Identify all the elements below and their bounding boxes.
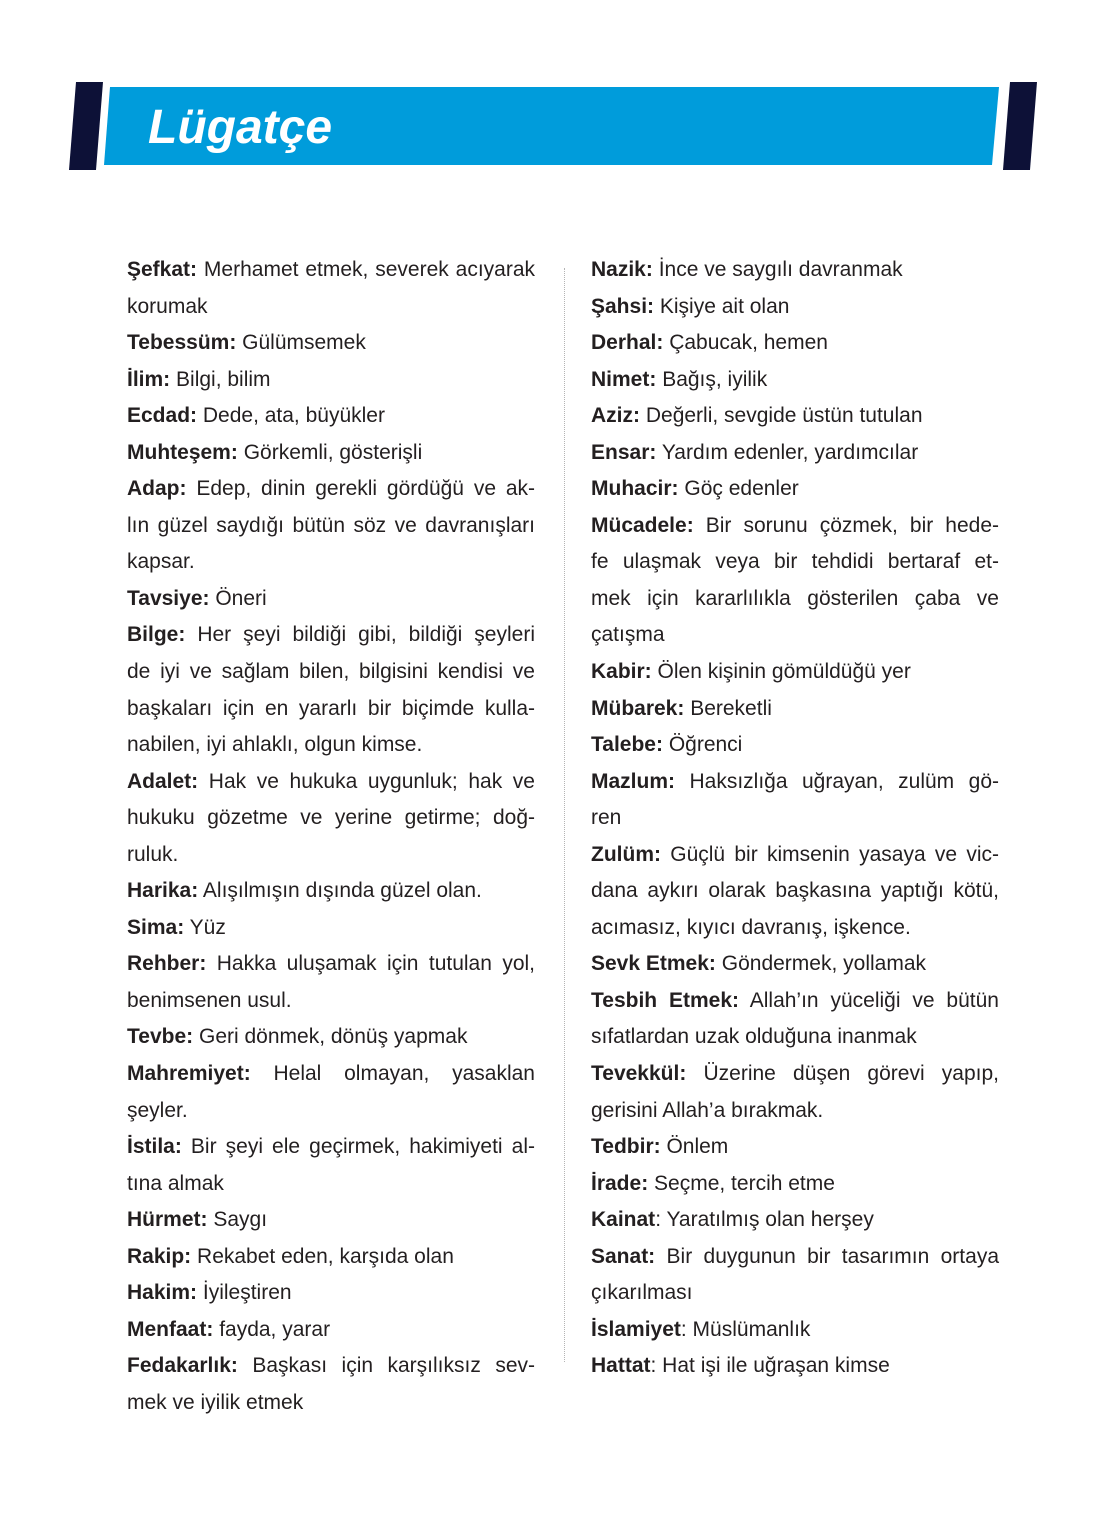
glossary-entry	[127, 910, 535, 947]
glossary-term: Zulüm:	[591, 842, 661, 866]
glossary-term: Adap:	[127, 477, 187, 501]
glossary-entry	[127, 581, 535, 618]
header-banner-art	[0, 0, 1106, 200]
glossary-term: Sima:	[127, 915, 185, 939]
definition-text: Hakka uluşamak için tutulan yol,	[216, 952, 535, 976]
entry-line	[591, 325, 999, 362]
entry-line	[591, 398, 999, 435]
definition-text: İyileştiren	[202, 1281, 292, 1305]
definition-text: Bir duygunun bir tasarımın ortaya	[666, 1244, 999, 1268]
definition-text: Bilgi, bilim	[176, 367, 271, 391]
definition-text: korumak	[127, 294, 208, 318]
definition-text: sıfatlardan uzak olduğuna inanmak	[591, 1025, 917, 1049]
entry-line	[591, 800, 999, 837]
entry-line	[127, 691, 535, 728]
glossary-term: İstila:	[127, 1135, 182, 1159]
entry-line	[127, 946, 535, 983]
glossary-term: Bilge:	[127, 623, 186, 647]
definition-text: Başkası için karşılıksız sev-	[252, 1354, 535, 1378]
entry-line	[591, 1348, 999, 1385]
accent-bar-left	[69, 82, 103, 170]
definition-text: : Müslümanlık	[680, 1317, 811, 1341]
glossary-term: İslamiyet	[591, 1317, 681, 1341]
entry-line	[127, 873, 535, 910]
glossary-term: Rehber:	[127, 952, 207, 976]
definition-text: çatışma	[591, 623, 665, 647]
glossary-entry	[127, 617, 535, 763]
definition-text: fe ulaşmak veya bir tehdidi bertaraf et-	[591, 550, 999, 574]
glossary-entry	[591, 1348, 999, 1385]
left-column	[127, 252, 535, 1422]
definition-text: Alışılmışın dışında güzel olan.	[202, 879, 482, 903]
glossary-term: Mazlum:	[591, 769, 675, 793]
glossary-term: Menfaat:	[127, 1317, 214, 1341]
definition-text: Öğrenci	[668, 733, 743, 757]
entry-line	[127, 1166, 535, 1203]
entry-line	[591, 910, 999, 947]
entry-line	[127, 1202, 535, 1239]
definition-text: Göç edenler	[684, 477, 799, 501]
entry-line	[591, 617, 999, 654]
definition-text: Allah’ın yüceliği ve bütün	[749, 988, 999, 1012]
glossary-entry	[127, 1019, 535, 1056]
glossary-term: Talebe:	[591, 733, 663, 757]
glossary-entry	[591, 289, 999, 326]
glossary-term: Adalet:	[127, 769, 199, 793]
definition-text: gerisini Allah’a bırakmak.	[591, 1098, 824, 1122]
entry-line	[591, 1312, 999, 1349]
entry-line	[127, 910, 535, 947]
entry-line	[127, 764, 535, 801]
entry-line	[591, 471, 999, 508]
glossary-term: Rakip:	[127, 1244, 192, 1268]
entry-line	[127, 983, 535, 1020]
definition-text: ren	[591, 806, 622, 830]
definition-text: benimsenen usul.	[127, 988, 292, 1012]
definition-text: Bir sorunu çözmek, bir hede-	[705, 513, 999, 537]
glossary-entry	[591, 325, 999, 362]
glossary-entry	[127, 1129, 535, 1202]
definition-text: çıkarılması	[591, 1281, 693, 1305]
entry-line	[591, 727, 999, 764]
entry-line	[127, 435, 535, 472]
glossary-term: Mücadele:	[591, 513, 694, 537]
glossary-entry	[127, 1348, 535, 1421]
entry-line	[591, 508, 999, 545]
entry-line	[591, 1129, 999, 1166]
glossary-entry	[591, 1056, 999, 1129]
definition-text: Çabucak, hemen	[669, 331, 828, 355]
column-divider	[564, 268, 565, 1362]
entry-line	[591, 1275, 999, 1312]
glossary-entry	[127, 1239, 535, 1276]
entry-line	[591, 1202, 999, 1239]
glossary-term: Muhacir:	[591, 477, 679, 501]
definition-text: Yardım edenler, yardımcılar	[661, 440, 919, 464]
glossary-term: Tedbir:	[591, 1135, 661, 1159]
entry-line	[127, 581, 535, 618]
glossary-entry	[591, 435, 999, 472]
glossary-entry	[127, 435, 535, 472]
entry-line	[127, 617, 535, 654]
glossary-entry	[127, 1056, 535, 1129]
glossary-term: Kabir:	[591, 660, 652, 684]
entry-line	[127, 289, 535, 326]
glossary-term: Tavsiye:	[127, 586, 210, 610]
definition-text: Helal olmayan, yasaklan	[273, 1062, 535, 1086]
entry-line	[591, 1239, 999, 1276]
entry-line	[127, 1056, 535, 1093]
glossary-entry	[591, 252, 999, 289]
glossary-term: Mübarek:	[591, 696, 685, 720]
glossary-entry	[127, 325, 535, 362]
definition-text: İnce ve saygılı davranmak	[658, 258, 903, 281]
definition-text: : Yaratılmış olan herşey	[655, 1208, 874, 1232]
entry-line	[591, 581, 999, 618]
glossary-entry	[591, 1166, 999, 1203]
definition-text: de iyi ve sağlam bilen, bilgisini kendisi ve	[127, 660, 535, 684]
glossary-entry	[591, 946, 999, 983]
definition-text: nabilen, iyi ahlaklı, olgun kimse.	[127, 733, 423, 757]
entry-line	[591, 1093, 999, 1130]
definition-text: Haksızlığa uğrayan, zulüm gö-	[689, 769, 999, 793]
glossary-entry	[127, 946, 535, 1019]
definition-text: Göndermek, yollamak	[721, 952, 926, 976]
entry-line	[591, 289, 999, 326]
glossary-term: İrade:	[591, 1171, 649, 1195]
glossary-term: Sevk Etmek:	[591, 952, 716, 976]
glossary-term: Sanat:	[591, 1244, 656, 1268]
definition-text: Gülümsemek	[242, 331, 366, 355]
entry-line	[591, 435, 999, 472]
definition-text: Dede, ata, büyükler	[202, 404, 385, 428]
entry-line	[591, 691, 999, 728]
entry-line	[127, 508, 535, 545]
glossary-entry	[127, 1312, 535, 1349]
entry-line	[127, 654, 535, 691]
glossary-term: Hattat	[591, 1354, 651, 1378]
definition-text: Üzerine düşen görevi yapıp,	[703, 1062, 999, 1086]
definition-text: Önlem	[666, 1135, 729, 1159]
entry-line	[127, 362, 535, 399]
definition-text: Bir şeyi ele geçirmek, hakimiyeti al-	[190, 1135, 535, 1159]
glossary-term: Tevekkül:	[591, 1062, 687, 1086]
glossary-entry	[591, 398, 999, 435]
entry-line	[591, 983, 999, 1020]
entry-line	[127, 1239, 535, 1276]
entry-line	[591, 1056, 999, 1093]
glossary-term: Harika:	[127, 879, 199, 903]
glossary-term: Şefkat:	[127, 258, 198, 281]
definition-text: Bağış, iyilik	[662, 367, 768, 391]
glossary-entry	[127, 362, 535, 399]
entry-line	[127, 1275, 535, 1312]
glossary-entry	[591, 1239, 999, 1312]
glossary-term: Kainat	[591, 1208, 656, 1232]
glossary-term: Tesbih Etmek:	[591, 988, 740, 1012]
entry-line	[591, 1019, 999, 1056]
glossary-term: Nazik:	[591, 258, 653, 281]
entry-line	[591, 1166, 999, 1203]
entry-line	[591, 946, 999, 983]
glossary-entry	[127, 873, 535, 910]
entry-line	[591, 544, 999, 581]
definition-text: Yüz	[189, 915, 226, 939]
entry-line	[127, 1093, 535, 1130]
glossary-entry	[591, 1202, 999, 1239]
definition-text: dana aykırı olarak başkasına yaptığı kötü,	[591, 879, 999, 903]
entry-line	[591, 654, 999, 691]
entry-line	[127, 1129, 535, 1166]
definition-text: Edep, dinin gerekli gördüğü ve ak-	[196, 477, 535, 501]
glossary-entry	[127, 471, 535, 581]
definition-text: Merhamet etmek, severek acıyarak	[203, 258, 536, 281]
glossary-entry	[127, 398, 535, 435]
definition-text: Öneri	[215, 586, 267, 610]
definition-text: Güçlü bir kimsenin yasaya ve vic-	[670, 842, 999, 866]
definition-text: Her şeyi bildiği gibi, bildiği şeyleri	[197, 623, 535, 647]
glossary-term: Tebessüm:	[127, 331, 237, 355]
entry-line	[127, 1019, 535, 1056]
glossary-entry	[127, 764, 535, 874]
entry-line	[127, 398, 535, 435]
entry-line	[127, 252, 535, 289]
glossary-entry	[591, 362, 999, 399]
definition-text: fayda, yarar	[219, 1317, 331, 1341]
entry-line	[591, 873, 999, 910]
definition-text: acımasız, kıyıcı davranış, işkence.	[591, 915, 911, 939]
glossary-term: Derhal:	[591, 331, 664, 355]
entry-line	[127, 325, 535, 362]
glossary-entry	[591, 983, 999, 1056]
definition-text: Değerli, sevgide üstün tutulan	[645, 404, 923, 428]
glossary-entry	[127, 252, 535, 325]
entry-line	[591, 252, 999, 289]
definition-text: lın güzel saydığı bütün söz ve davranışları	[127, 513, 535, 537]
glossary-entry	[591, 654, 999, 691]
glossary-entry	[127, 1202, 535, 1239]
definition-text: mek için kararlılıkla gösterilen çaba ve	[591, 586, 999, 610]
definition-text: Hak ve hukuka uygunluk; hak ve	[208, 769, 535, 793]
glossary-term: Hürmet:	[127, 1208, 208, 1232]
definition-text: Geri dönmek, dönüş yapmak	[198, 1025, 468, 1049]
entry-line	[127, 544, 535, 581]
definition-text: başkaları için en yararlı bir biçimde kulla-	[127, 696, 535, 720]
glossary-entry	[591, 1312, 999, 1349]
glossary-term: Hakim:	[127, 1281, 198, 1305]
right-column	[591, 252, 999, 1385]
definition-text: tına almak	[127, 1171, 224, 1195]
definition-text: şeyler.	[127, 1098, 188, 1122]
glossary-entry	[591, 727, 999, 764]
entry-line	[127, 1385, 535, 1422]
glossary-entry	[591, 1129, 999, 1166]
glossary-term: Aziz:	[591, 404, 640, 428]
definition-text: Ölen kişinin gömüldüğü yer	[657, 660, 911, 684]
definition-text: mek ve iyilik etmek	[127, 1390, 304, 1414]
glossary-entry	[591, 471, 999, 508]
entry-line	[127, 1312, 535, 1349]
definition-text: Saygı	[213, 1208, 268, 1232]
glossary-entry	[591, 764, 999, 837]
definition-text: Seçme, tercih etme	[654, 1171, 835, 1195]
definition-text: Bereketli	[690, 696, 772, 720]
glossary-term: Tevbe:	[127, 1025, 194, 1049]
glossary-term: Şahsi:	[591, 294, 655, 318]
definition-text: ruluk.	[127, 842, 179, 866]
glossary-entry	[591, 691, 999, 728]
entry-line	[127, 837, 535, 874]
definition-text: kapsar.	[127, 550, 195, 574]
glossary-term: Ensar:	[591, 440, 657, 464]
glossary-term: Muhteşem:	[127, 440, 238, 464]
entry-line	[591, 837, 999, 874]
glossary-entry	[591, 508, 999, 654]
definition-text: Görkemli, gösterişli	[243, 440, 423, 464]
entry-line	[127, 727, 535, 764]
glossary-term: Fedakarlık:	[127, 1354, 238, 1378]
page-title: Lügatçe	[148, 101, 333, 154]
glossary-term: Ecdad:	[127, 404, 198, 428]
entry-line	[591, 362, 999, 399]
glossary-term: Nimet:	[591, 367, 657, 391]
entry-line	[591, 764, 999, 801]
glossary-entry	[127, 1275, 535, 1312]
glossary-term: İlim:	[127, 367, 171, 391]
definition-text: Rekabet eden, karşıda olan	[197, 1244, 454, 1268]
glossary-entry	[591, 837, 999, 947]
glossary-term: Mahremiyet:	[127, 1062, 251, 1086]
definition-text: Kişiye ait olan	[659, 294, 790, 318]
entry-line	[127, 800, 535, 837]
entry-line	[127, 471, 535, 508]
definition-text: : Hat işi ile uğraşan kimse	[650, 1354, 890, 1378]
accent-bar-right	[1003, 82, 1037, 170]
entry-line	[127, 1348, 535, 1385]
definition-text: hukuku gözetme ve yerine getirme; doğ-	[127, 806, 535, 830]
